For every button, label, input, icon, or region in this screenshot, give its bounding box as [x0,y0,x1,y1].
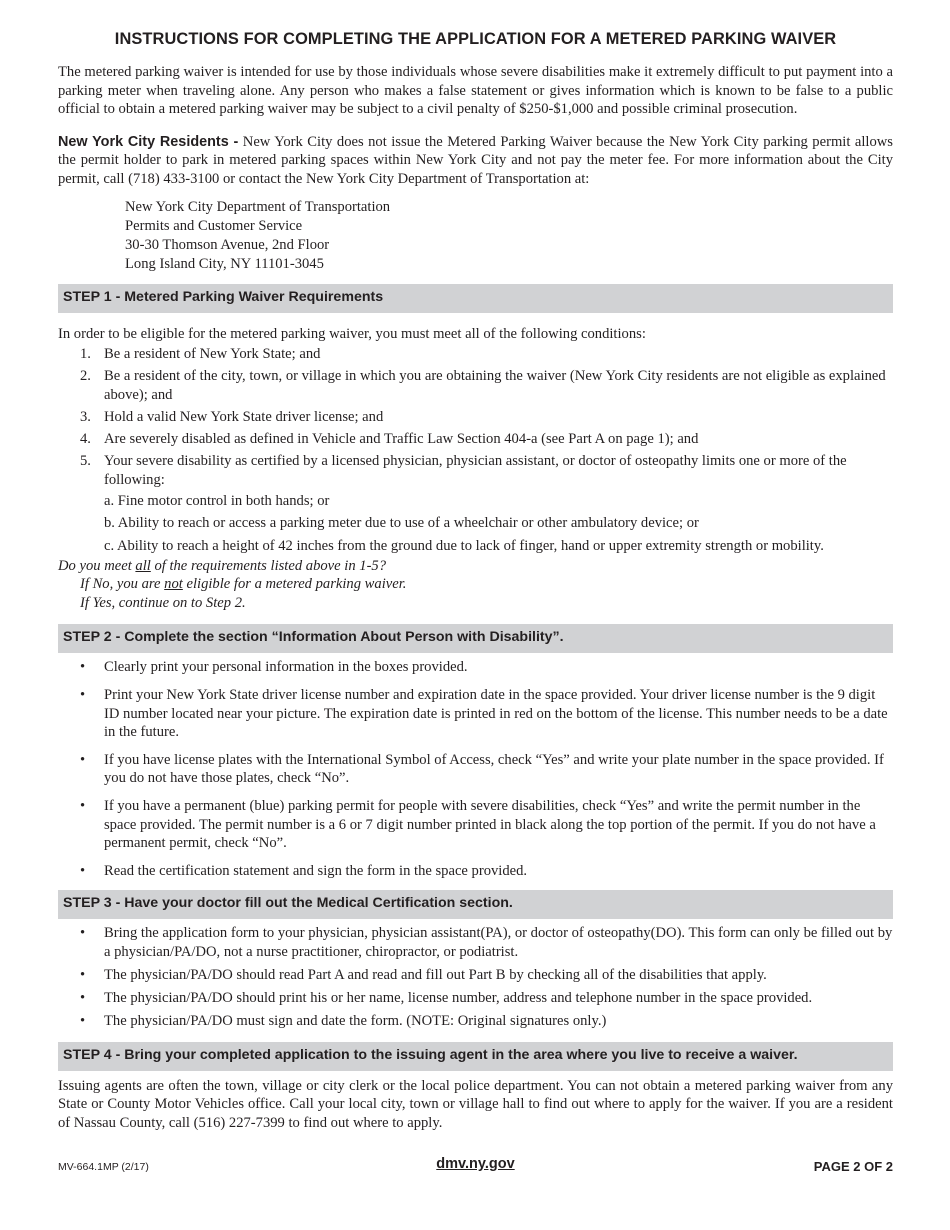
page-number: PAGE 2 OF 2 [813,1159,893,1174]
list-item: • The physician/PA/DO must sign and date the form. (NOTE: Original signatures only.) [58,1012,893,1031]
step3-bullets [58,924,893,1030]
page-footer [58,1156,893,1176]
list-item: • Read the certification statement and sign the form in the space provided. [58,862,893,881]
website-link[interactable]: dmv.ny.gov [436,1156,515,1172]
list-item-text: Hold a valid New York State driver license; and [104,408,384,425]
step3-heading: STEP 3 - Have your doctor fill out the Medical Certification section. [58,890,893,919]
list-item: • If you have a permanent (blue) parking permit for people with severe disabilities, check “Yes” and write the permit number in the space provided. The permit number is a 6 or 7 digit number printed in black along the top portion of the permit. If you do not have a permanent permit, check “No”. [58,797,893,853]
document-page [58,30,893,1133]
list-number: 2. [80,368,91,385]
step4-heading: STEP 4 - Bring your completed application to the issuing agent in the area where you live to receive a waiver. [58,1042,893,1071]
sublist-item: a. Fine motor control in both hands; or [104,493,330,510]
list-number: 4. [80,431,91,448]
list-item [58,345,893,364]
step1-heading: STEP 1 - Metered Parking Waiver Requirements [58,284,893,313]
sublist-item: b. Ability to reach or access a parking meter due to use of a wheelchair or other ambulatory device; or [104,515,699,532]
list-item: • Clearly print your personal information in the boxes provided. [58,658,893,677]
list-item [58,452,893,555]
list-item [58,408,893,427]
list-item: • The physician/PA/DO should print his or her name, license number, address and telephone number in the space provided. [58,989,893,1008]
step2-bullets [58,658,893,880]
disability-sublist [104,492,893,555]
step4-paragraph: Issuing agents are often the town, village or city clerk or the local police department. You can not obtain a metered parking waiver from any State or County Motor Vehicles office. Call your local city, town or village hall to find out where to apply for the waiver. If you are a resident of Nassau County, call (516) 227-7399 to find out where to apply. [58,1077,893,1131]
list-number: 3. [80,408,91,425]
list-item: • The physician/PA/DO should read Part A and read and fill out Part B by checking all of the disabilities that apply. [58,966,893,985]
list-item [58,367,893,404]
nyc-residents-label: New York City Residents - [58,133,239,150]
nyc-dot-address [125,198,893,274]
address-line: Permits and Customer Service [125,217,303,234]
address-line: Long Island City, NY 11101-3045 [125,255,324,272]
step1-body [58,325,893,613]
list-number: 5. [80,453,91,470]
list-number: 1. [80,346,91,363]
intro-paragraph: The metered parking waiver is intended for use by those individuals whose severe disabilities make it extremely difficult to put payment into a parking meter when traveling alone. Any person who makes a false statement or gives information which is known to be false to a public official to obtain a metered parking waiver may be subject to a civil penalty of $250-$1,000 and possible criminal prosecution. [58,64,893,118]
list-item: • Print your New York State driver license number and expiration date in the space provided. Your driver license number is the 9 digit ID number located near your picture. The expiration date is printed in red on the bottom of the license. This number needs to be a date in the future. [58,686,893,742]
list-item: • Bring the application form to your physician, physician assistant(PA), or doctor of osteopathy(DO). This form can only be filled out by a physician/PA/DO, not a nurse practitioner, chiropractor, or podiatrist. [58,924,893,961]
form-id: MV-664.1MP (2/17) [58,1161,149,1173]
list-item [58,430,893,449]
nyc-residents-text: New York City does not issue the Metered Parking Waiver because the New York City parking permit allows the permit holder to park in metered parking spaces within New York City and not pay the meter fee. For more information about the City permit, call (718) 433-3100 or contact the New York City Department of Transportation at: [58,133,893,187]
list-item-text: Are severely disabled as defined in Vehicle and Traffic Law Section 404-a (see Part A on page 1); and [104,431,699,448]
address-line: 30-30 Thomson Avenue, 2nd Floor [125,236,330,253]
if-no-line: If No, you are not eligible for a metered parking waiver. [80,576,407,593]
list-item-text: Your severe disability as certified by a licensed physician, physician assistant, or doctor of osteopathy limits one or more of the following: [104,453,847,488]
eligibility-question [58,557,893,613]
address-line: New York City Department of Transportation [125,198,391,215]
requirements-list [58,345,893,555]
list-item: • If you have license plates with the International Symbol of Access, check “Yes” and write your plate number in the space provided. If you do not have those plates, check “No”. [58,751,893,788]
list-item-text: Be a resident of the city, town, or village in which you are obtaining the waiver (New York City residents are not eligible as explained above); and [104,368,886,403]
question-line: Do you meet all of the requirements listed above in 1-5? [58,557,387,574]
nyc-residents-paragraph [58,133,893,189]
step1-lead: In order to be eligible for the metered parking waiver, you must meet all of the following conditions: [58,325,646,342]
step2-heading: STEP 2 - Complete the section “Information About Person with Disability”. [58,624,893,653]
page-title: INSTRUCTIONS FOR COMPLETING THE APPLICATION FOR A METERED PARKING WAIVER [114,30,837,48]
if-yes-line: If Yes, continue on to Step 2. [80,594,246,611]
list-item-text: Be a resident of New York State; and [104,346,321,363]
sublist-item: c. Ability to reach a height of 42 inches from the ground due to lack of finger, hand or upper extremity strength or mobility. [104,537,824,554]
